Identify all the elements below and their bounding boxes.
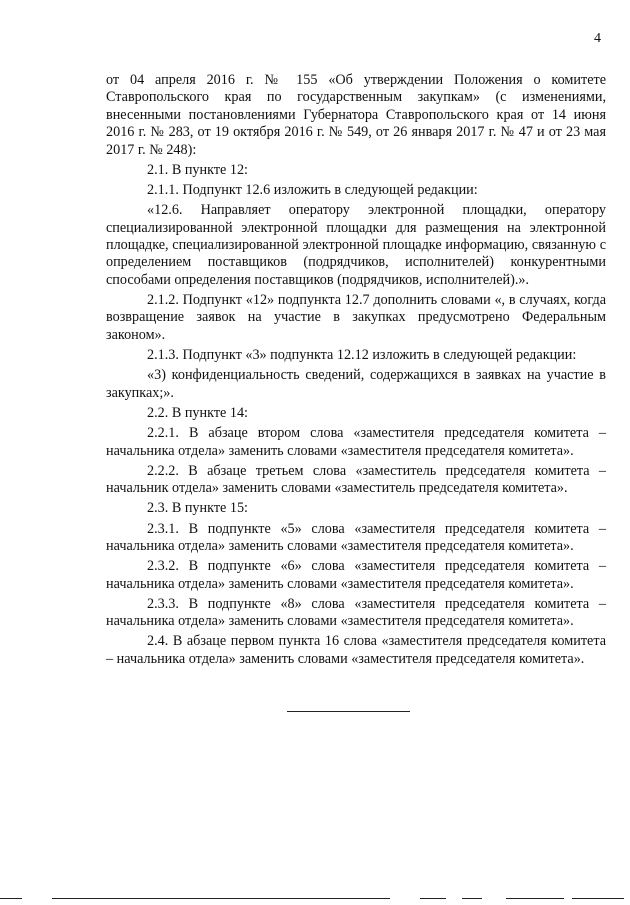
paragraph-2-3-3: 2.3.3. В подпункте «8» слова «заместителя председателя комитета – начальника отдела» заменить словами «заместителя председателя комитета». (106, 595, 606, 630)
paragraph-2-1-2: 2.1.2. Подпункт «12» подпункта 12.7 дополнить словами «, в случаях, когда возвращение заявок на участие в закупках предусмотрено Федеральным законом». (106, 292, 606, 343)
paragraph-2-4: 2.4. В абзаце первом пункта 16 слова «заместителя председателя комитета – начальника отдела» заменить словами «заместителя председателя комитета». (106, 633, 606, 667)
end-of-document-rule (287, 711, 410, 712)
scan-edge-mark (0, 898, 22, 899)
paragraph-2-2-2: 2.2.2. В абзаце третьем слова «заместитель председателя комитета – начальник отдела» заменить словами «заместитель председателя комитета». (106, 462, 606, 497)
paragraph-2-2: 2.2. В пункте 14: (147, 404, 248, 421)
scan-edge-mark (462, 898, 482, 899)
paragraph-2-3: 2.3. В пункте 15: (147, 500, 248, 517)
paragraph-12-6: «12.6. Направляет оператору электронной площадки, оператору специализированной электронной площадки для размещения на электронной площадке, специализированной электронной площадке информацию, связанную с определением поставщиков (подрядчиков, исполнителей) конкурентными способами определения поставщиков (подрядчиков, исполнителей).». (106, 202, 606, 288)
paragraph-2-2-1: 2.2.1. В абзаце втором слова «заместителя председателя комитета – начальника отдела» заменить словами «заместителя председателя комитета». (106, 425, 606, 459)
scan-edge-mark (572, 898, 624, 899)
paragraph-2-3-1: 2.3.1. В подпункте «5» слова «заместителя председателя комитета – начальника отдела» заменить словами «заместителя председателя комитета». (106, 520, 606, 554)
intro-paragraph: от 04 апреля 2016 г. № 155 «Об утверждении Положения о комитете Ставропольского края по государственным закупкам» (с изменениями, внесенными постановлениями Губернатора Ставропольского края от 14 июня 2016 г. № 283, от 19 октября 2016 г. № 549, от 26 января 2017 г. № 47 и от 23 мая 2017 г. № 248): (106, 72, 606, 158)
scan-edge-mark (52, 898, 390, 899)
paragraph-confidentiality: «3) конфиденциальность сведений, содержащихся в заявках на участие в закупках;». (106, 367, 606, 401)
paragraph-2-1-3: 2.1.3. Подпункт «3» подпункта 12.12 изложить в следующей редакции: (147, 347, 577, 364)
page-number: 4 (594, 31, 601, 46)
paragraph-2-1-1: 2.1.1. Подпункт 12.6 изложить в следующей редакции: (147, 182, 478, 199)
document-body (106, 72, 606, 671)
paragraph-2-1: 2.1. В пункте 12: (147, 161, 248, 178)
scan-edge-mark (420, 898, 446, 899)
scan-edge-mark (506, 898, 564, 899)
paragraph-2-3-2: 2.3.2. В подпункте «6» слова «заместителя председателя комитета – начальника отдела» заменить словами «заместителя председателя комитета». (106, 558, 606, 592)
